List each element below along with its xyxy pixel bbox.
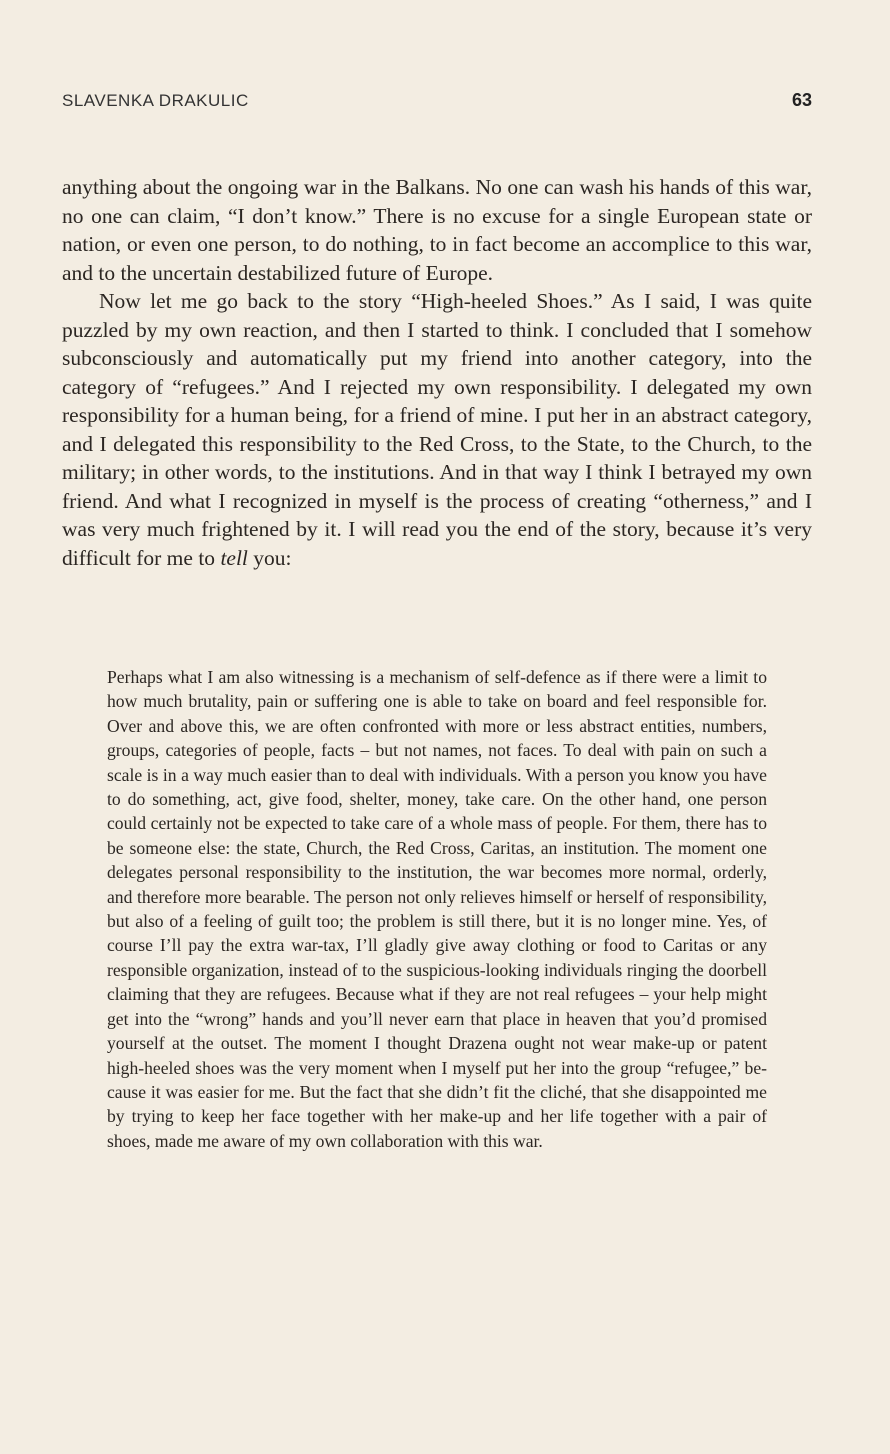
body-paragraph-1: anything about the ongoing war in the Balkans. No one can wash his hands of this war, no one can claim, “I don’t know.” There is no excuse for a single European state or nation, or even one person, to do nothing, to in fact become an accomplice to this war, and to the uncertain destabilized future of Europe. bbox=[62, 175, 812, 285]
running-head-author: SLAVENKA DRAKULIC bbox=[62, 91, 249, 110]
body-text bbox=[62, 173, 812, 572]
block-quote-text: Perhaps what I am also witnessing is a mechanism of self-defence as if there were a limit to how much brutality, pain or suffering one is able to take on board and feel responsible for. Over and above this, we are often confronted with more or less abstract entities, numbers, groups, categories of people, facts – but not names, not faces. To deal with pain on such a scale is in a way much easier than to deal with individuals. With a person you know you have to do something, act, give food, shelter, money, take care. On the other hand, one person could certainly not be expected to take care of a whole mass of people. For them, there has to be someone else: the state, Church, the Red Cross, Caritas, an institution. The moment one delegates personal responsibility to the institution, the war becomes more normal, orderly, and therefore more bearable. The person not only relieves himself or herself of responsibility, but also of a feeling of guilt too; the problem is still there, but it is no longer mine. Yes, of course I’ll pay the extra war-tax, I’ll gladly give away clothing or food to Caritas or any responsible organization, instead of to the suspicious-looking individuals ringing the doorbell claiming that they are refugees. Because what if they are not real refugees – your help might get into the “wrong” hands and you’ll never earn that place in heaven that you’d promised yourself at the outset. The moment I thought Drazena ought not wear make-up or patent high-heeled shoes was the very moment when I myself put her into the group “refugee,” because it was easier for me. But the fact that she didn’t fit the cliché, that she disappointed me by trying to keep her face together with her make-up and her life together with a pair of shoes, made me aware of my own collaboration with this war. bbox=[107, 667, 767, 1151]
body-paragraph-2-text: Now let me go back to the story “High-heeled Shoes.” As I said, I was quite puzzled by my own reaction, and then I started to think. I concluded that I somehow subconsciously and automatically put my friend into another category, into the category of “refugees.” And I rejected my own responsibility. I delegated my own responsibility for a human being, for a friend of mine. I put her in an abstract category, and I delegated this responsibility to the Red Cross, to the State, to the Church, to the military; in other words, to the institutions. And in that way I think I betrayed my own friend. And what I recognized in myself is the process of creating “otherness,” and I was very much frightened by it. I will read you the end of the story, because it’s very difficult for me to bbox=[62, 289, 812, 570]
block-quote bbox=[107, 665, 767, 1153]
body-paragraph-2-end: you: bbox=[247, 545, 292, 570]
page-number: 63 bbox=[791, 90, 812, 110]
running-head bbox=[62, 90, 812, 111]
body-paragraph-2 bbox=[62, 287, 812, 572]
body-paragraph-2-emphasis: tell bbox=[220, 545, 248, 570]
